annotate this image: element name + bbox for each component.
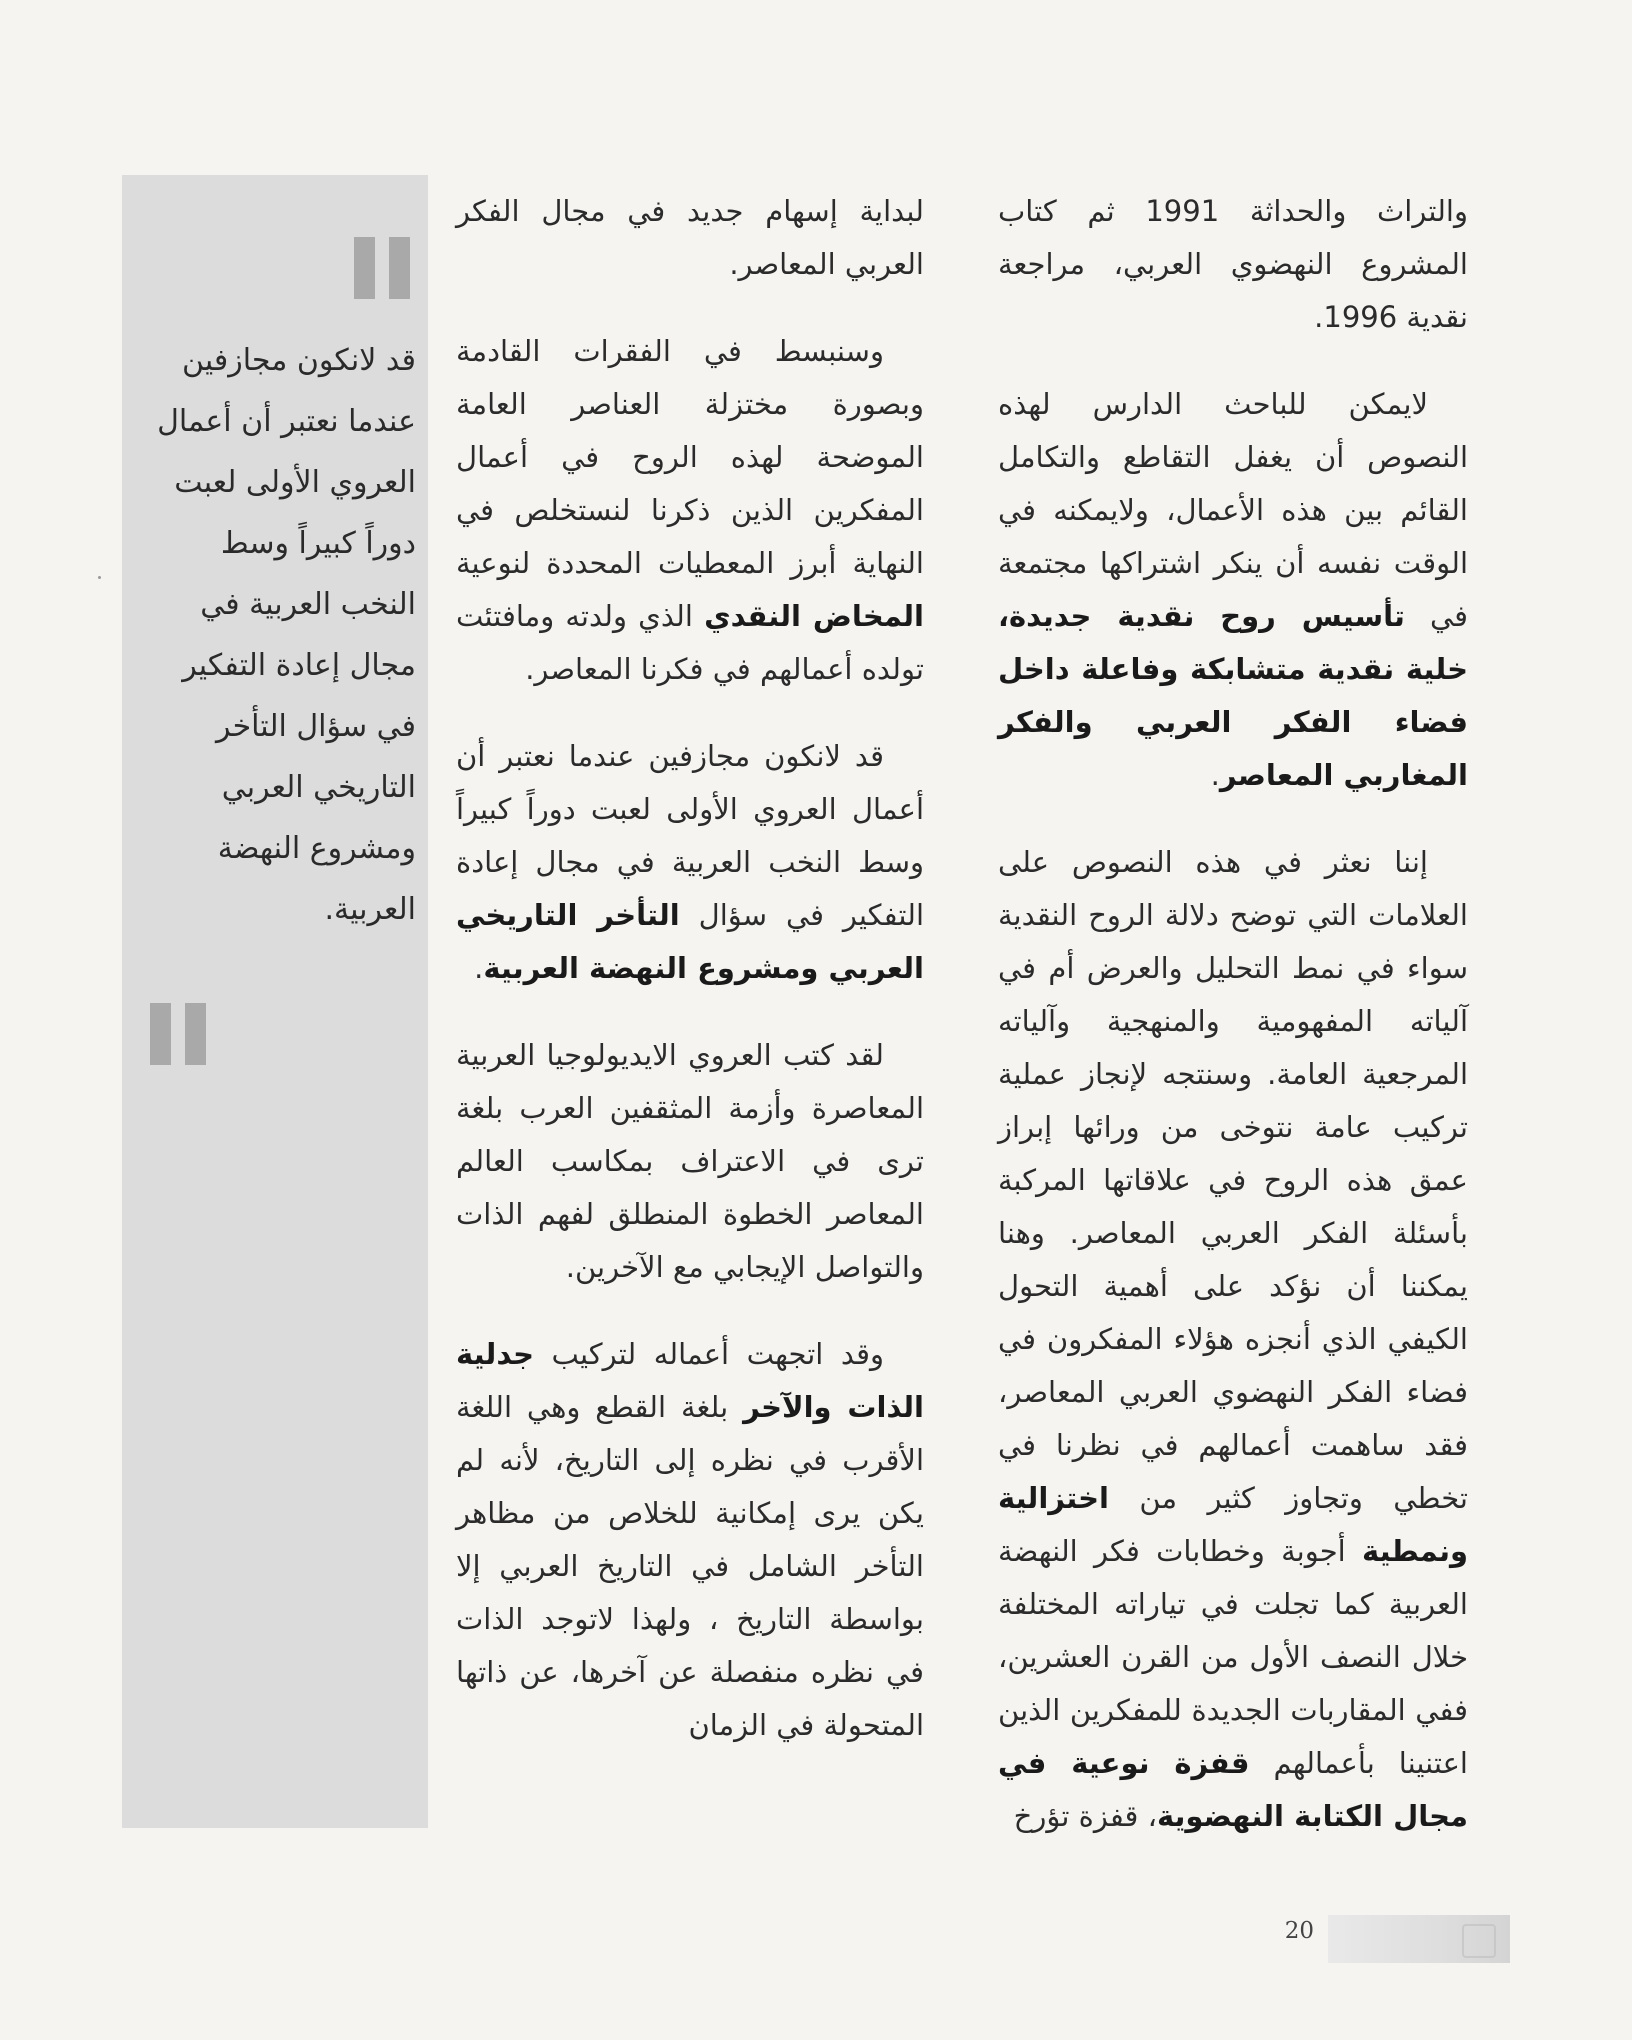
paragraph-text: لبداية إسهام جديد في مجال الفكر العربي المعاصر.: [456, 194, 924, 281]
paragraph-text: إننا نعثر في هذه النصوص على العلامات التي توضح دلالة الروح النقدية سواء في نمط التحليل والعرض أم في آلياته المفهومية والمنهجية وآلياته المرجعية العامة. وسنتجه لإنجاز عملية تركيب عامة نتوخى من ورائها إبراز عمق هذه الروح في علاقاتها المركبة بأسئلة الفكر العربي المعاصر. وهنا يمكننا أن نؤكد على أهمية التحول الكيفي الذي أنجزه هؤلاء المفكرون في فضاء الفكر النهضوي العربي المعاصر، فقد ساهمت أعمالهم في نظرنا في تخطي وتجاوز كثير من: [998, 845, 1469, 1515]
bold-phrase: جدلية الذات والآخر: [456, 1337, 924, 1424]
text-column-right: [998, 185, 1468, 1877]
paragraph: [456, 730, 924, 995]
paragraph-text: وقد اتجهت أعماله لتركيب: [551, 1337, 885, 1371]
quote-close-icon: [150, 1003, 208, 1065]
paragraph-text: بلغة القطع وهي اللغة الأقرب في نظره إلى التاريخ، لأنه لم يكن يرى إمكانية للخلاص من مظاهر التأخر الشامل في التاريخ العربي إلا بواسطة التاريخ ، ولهذا لاتوجد الذات في نظره منفصلة عن آخرها، عن ذاتها المتحولة في الزمان: [456, 1390, 924, 1742]
logo-emblem-icon: [1462, 1924, 1496, 1958]
magazine-logo: [1328, 1915, 1510, 1963]
paragraph: [456, 325, 924, 696]
paragraph-text: والتراث والحداثة 1991 ثم كتاب المشروع النهضوي العربي، مراجعة نقدية 1996.: [998, 194, 1468, 334]
pull-quote-text: قد لانكون مجازفين عندما نعتبر أن أعمال العروي الأولى لعبت دوراً كبيراً وسط النخب العربية في مجال إعادة التفكير في سؤال التأخر التاريخي العربي ومشروع النهضة العربية.: [157, 343, 416, 927]
paragraph-text: قد لانكون مجازفين عندما نعتبر أن أعمال العروي الأولى لعبت دوراً كبيراً وسط النخب العربية في مجال إعادة التفكير في سؤال: [456, 739, 924, 932]
paragraph-text: لقد كتب العروي الايديولوجيا العربية المعاصرة وأزمة المثقفين العرب بلغة ترى في الاعتراف بمكاسب العالم المعاصر الخطوة المنطلق لفهم الذات والتواصل الإيجابي مع الآخرين.: [456, 1038, 924, 1284]
paragraph: [998, 378, 1468, 802]
paragraph-text: الذي ولدته ومافتئت تولده أعمالهم في فكرنا المعاصر.: [456, 599, 924, 686]
bold-phrase: المخاض النقدي: [704, 599, 924, 633]
paragraph-text: وسنبسط في الفقرات القادمة وبصورة مختزلة العناصر العامة الموضحة لهذه الروح في أعمال المفكرين الذين ذكرنا لنستخلص في النهاية أبرز المعطيات المحددة لنوعية: [456, 334, 924, 580]
paragraph: [998, 185, 1468, 344]
paragraph-text: لايمكن للباحث الدارس لهذه النصوص أن يغفل التقاطع والتكامل القائم بين هذه الأعمال، ولايمكنه في الوقت نفسه أن ينكر اشتراكها مجتمعة في: [998, 387, 1468, 633]
bold-phrase: تأسيس روح نقدية جديدة، خلية نقدية متشابكة وفاعلة داخل فضاء الفكر العربي والفكر المغاربي المعاصر: [998, 599, 1468, 792]
paragraph: [456, 185, 924, 291]
paragraph-text: ، قفزة تؤرخ: [1013, 1799, 1157, 1833]
paragraph: [456, 1029, 924, 1294]
scan-speck: [98, 576, 101, 579]
page-number: 20: [1284, 1918, 1314, 1944]
paragraph: [998, 836, 1468, 1843]
bold-phrase: قفزة نوعية في مجال الكتابة النهضوية: [998, 1746, 1468, 1833]
paragraph-text: أجوبة وخطابات فكر النهضة العربية كما تجلت في تياراته المختلفة خلال النصف الأول من القرن العشرين، ففي المقاربات الجديدة للمفكرين الذين اعتنينا بأعمالهم: [998, 1534, 1468, 1780]
text-column-middle: [456, 185, 924, 1786]
bold-phrase: اختزالية ونمطية: [998, 1481, 1469, 1568]
paragraph-text: .: [1210, 758, 1220, 792]
paragraph: [456, 1328, 924, 1752]
paragraph-text: .: [474, 951, 484, 985]
bold-phrase: التأخر التاريخي العربي ومشروع النهضة العربية: [456, 898, 924, 985]
quote-open-icon: [354, 237, 412, 299]
